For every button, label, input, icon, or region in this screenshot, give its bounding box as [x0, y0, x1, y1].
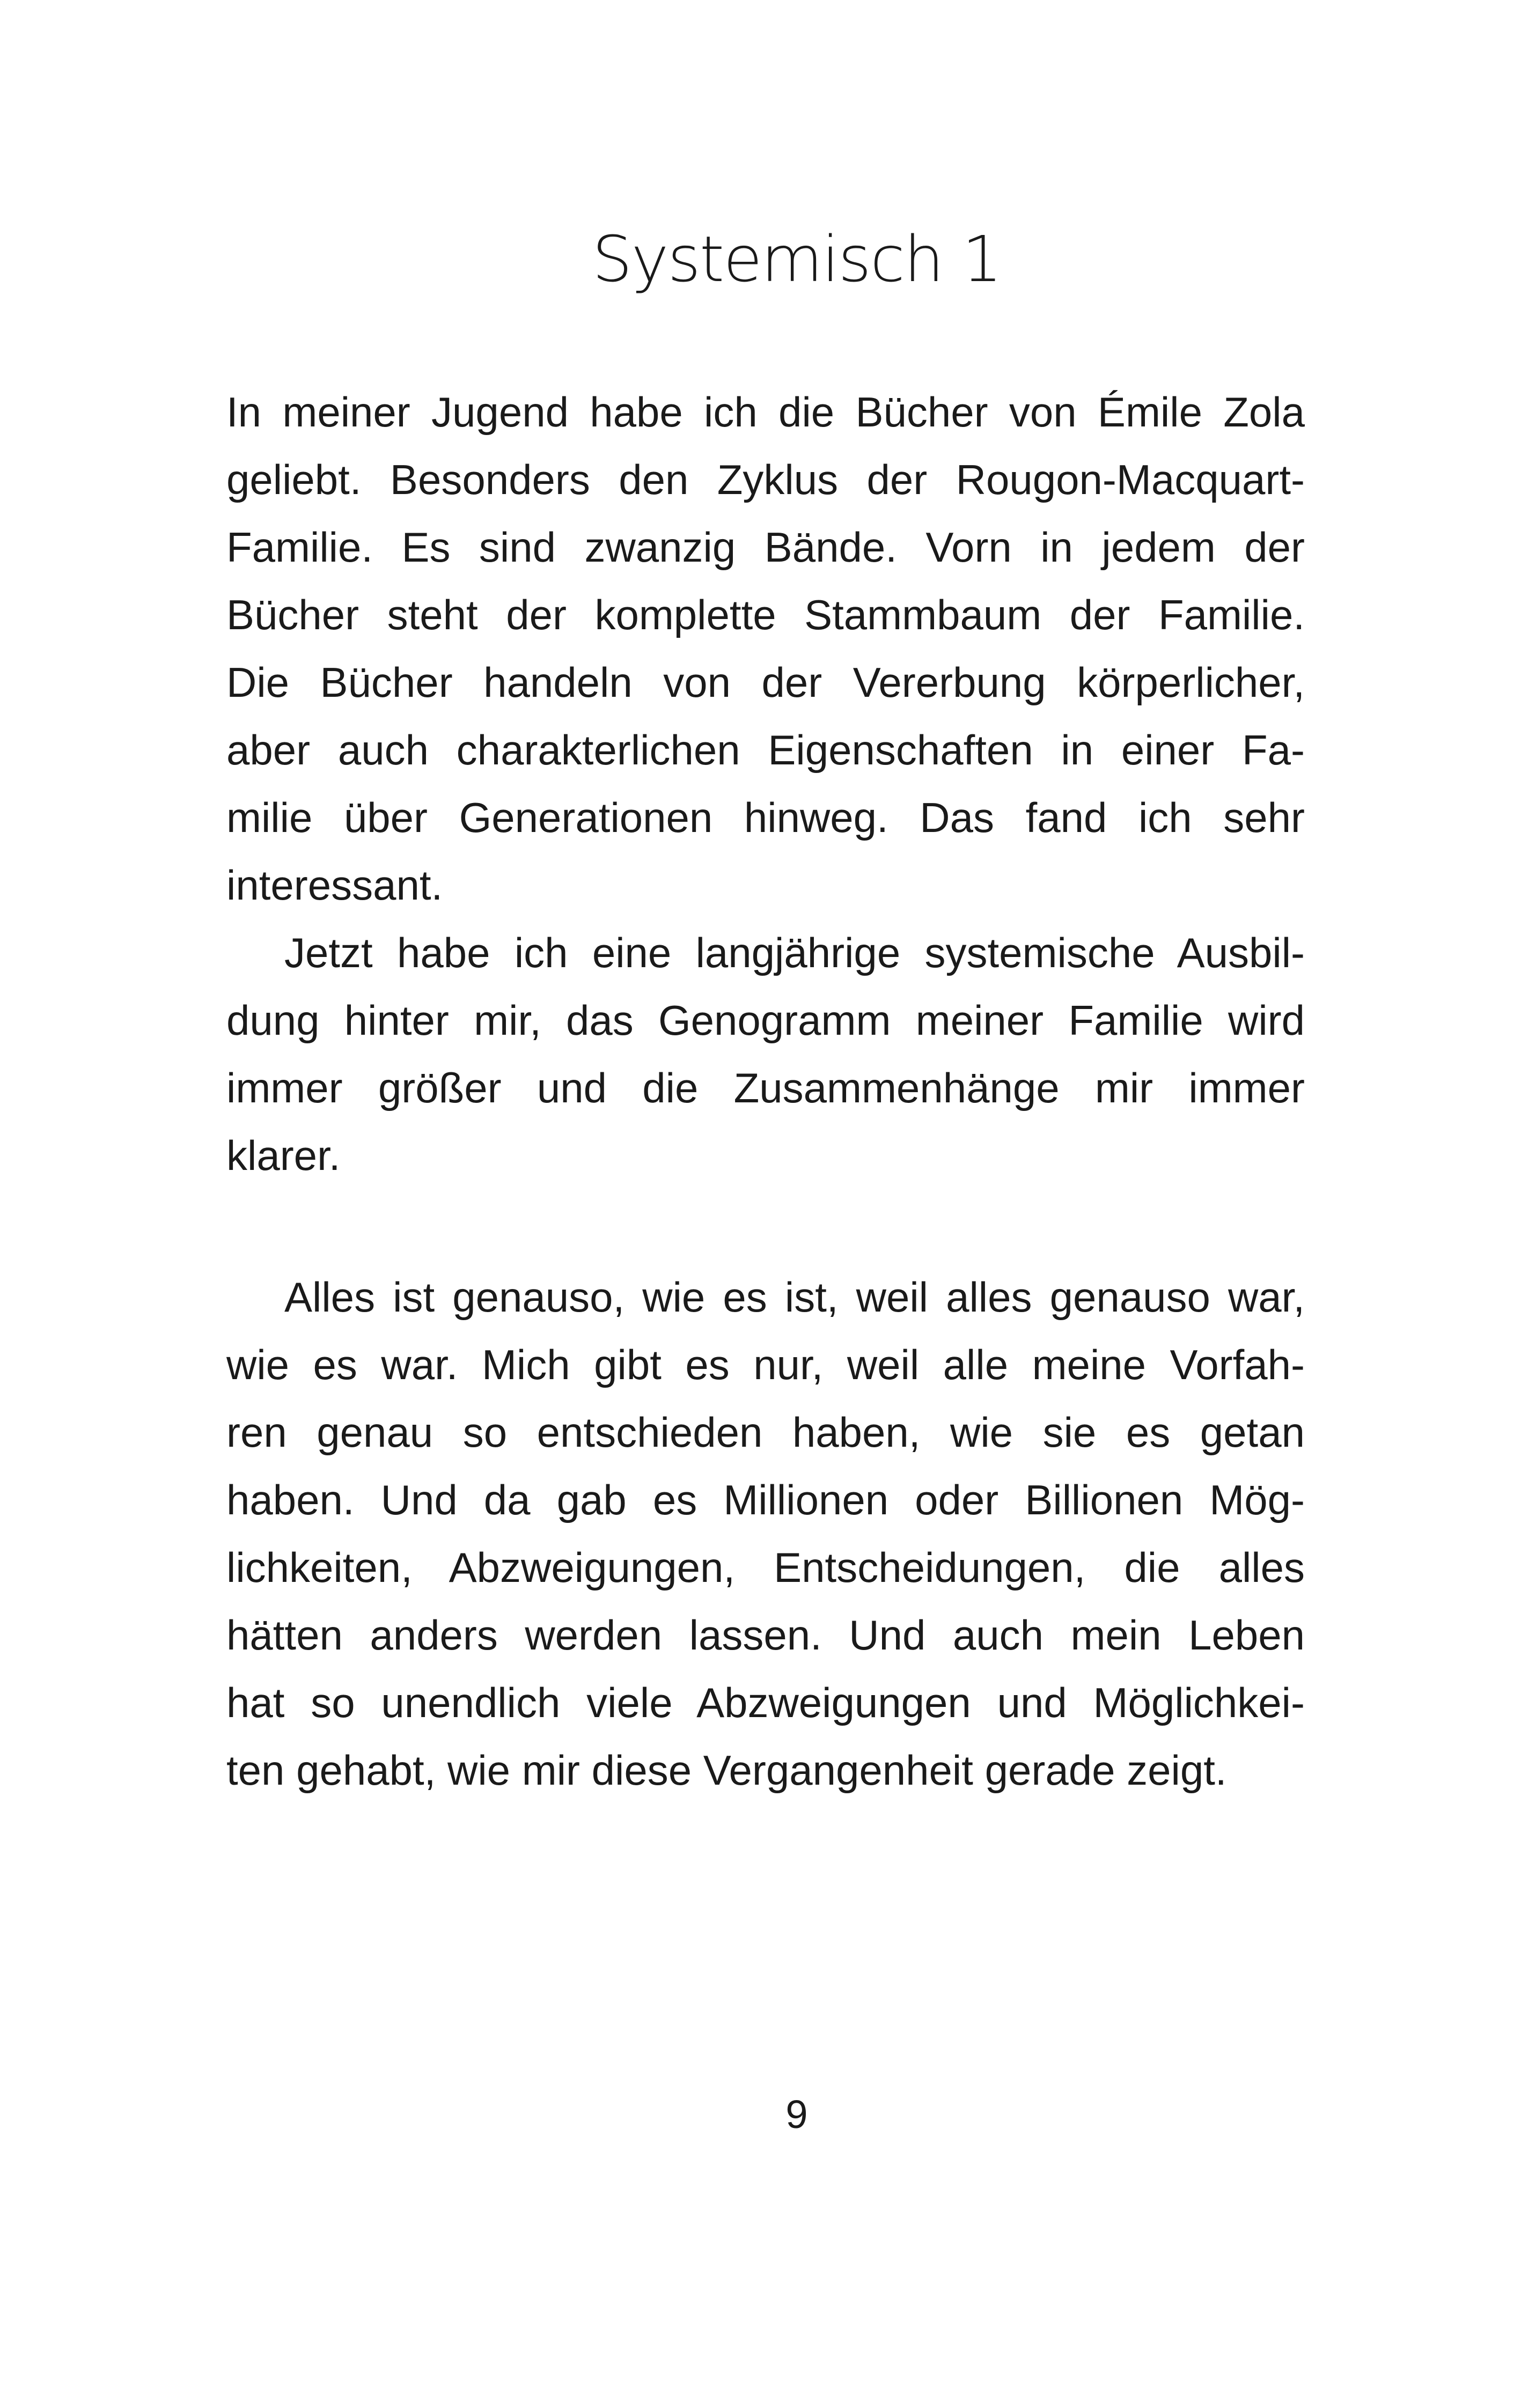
text-line: Alles ist genauso, wie es ist, weil alles genauso war, [284, 1273, 1305, 1321]
paragraph-genogram [226, 919, 1305, 1189]
text-line: aber auch charakterlichen Eigenschaften in einer Fa- [226, 726, 1305, 774]
text-line: klarer. [226, 1132, 341, 1179]
text-line: milie über Generationen hinweg. Das fand ich sehr [226, 794, 1305, 841]
text-line: haben. Und da gab es Millionen oder Billionen Mög- [226, 1476, 1305, 1523]
page-number: 9 [785, 2092, 808, 2137]
text-line: immer größer und die Zusammenhänge mir immer [226, 1064, 1305, 1111]
text-line: Bücher steht der komplette Stammbaum der Familie. [226, 591, 1305, 638]
text-line: hat so unendlich viele Abzweigungen und Möglichkei- [226, 1679, 1305, 1726]
text-line: In meiner Jugend habe ich die Bücher von Émile Zola [226, 388, 1305, 436]
paragraph-zola [226, 378, 1305, 919]
paragraph-ancestors [226, 1263, 1305, 1804]
text-line: dung hinter mir, das Genogramm meiner Familie wird [226, 997, 1305, 1044]
text-line: hätten anders werden lassen. Und auch mein Leben [226, 1611, 1305, 1659]
text-line: ten gehabt, wie mir diese Vergangenheit gerade zeigt. [226, 1747, 1227, 1794]
section-1 [226, 378, 1305, 1189]
text-line: Die Bücher handeln von der Vererbung körperlicher, [226, 659, 1305, 706]
section-2 [226, 1263, 1305, 1804]
text-line: geliebt. Besonders den Zyklus der Rougon-Macquart- [226, 456, 1305, 503]
text-line: lichkeiten, Abzweigungen, Entscheidungen, die alles [226, 1544, 1305, 1591]
text-line: wie es war. Mich gibt es nur, weil alle meine Vorfah- [226, 1341, 1305, 1388]
text-line: ren genau so entschieden haben, wie sie es getan [226, 1409, 1305, 1456]
chapter-title: Systemisch 1 [592, 222, 1002, 297]
text-line: interessant. [226, 861, 443, 909]
text-line: Familie. Es sind zwanzig Bände. Vorn in jedem der [226, 524, 1305, 571]
text-line: Jetzt habe ich eine langjährige systemische Ausbil- [284, 929, 1305, 976]
